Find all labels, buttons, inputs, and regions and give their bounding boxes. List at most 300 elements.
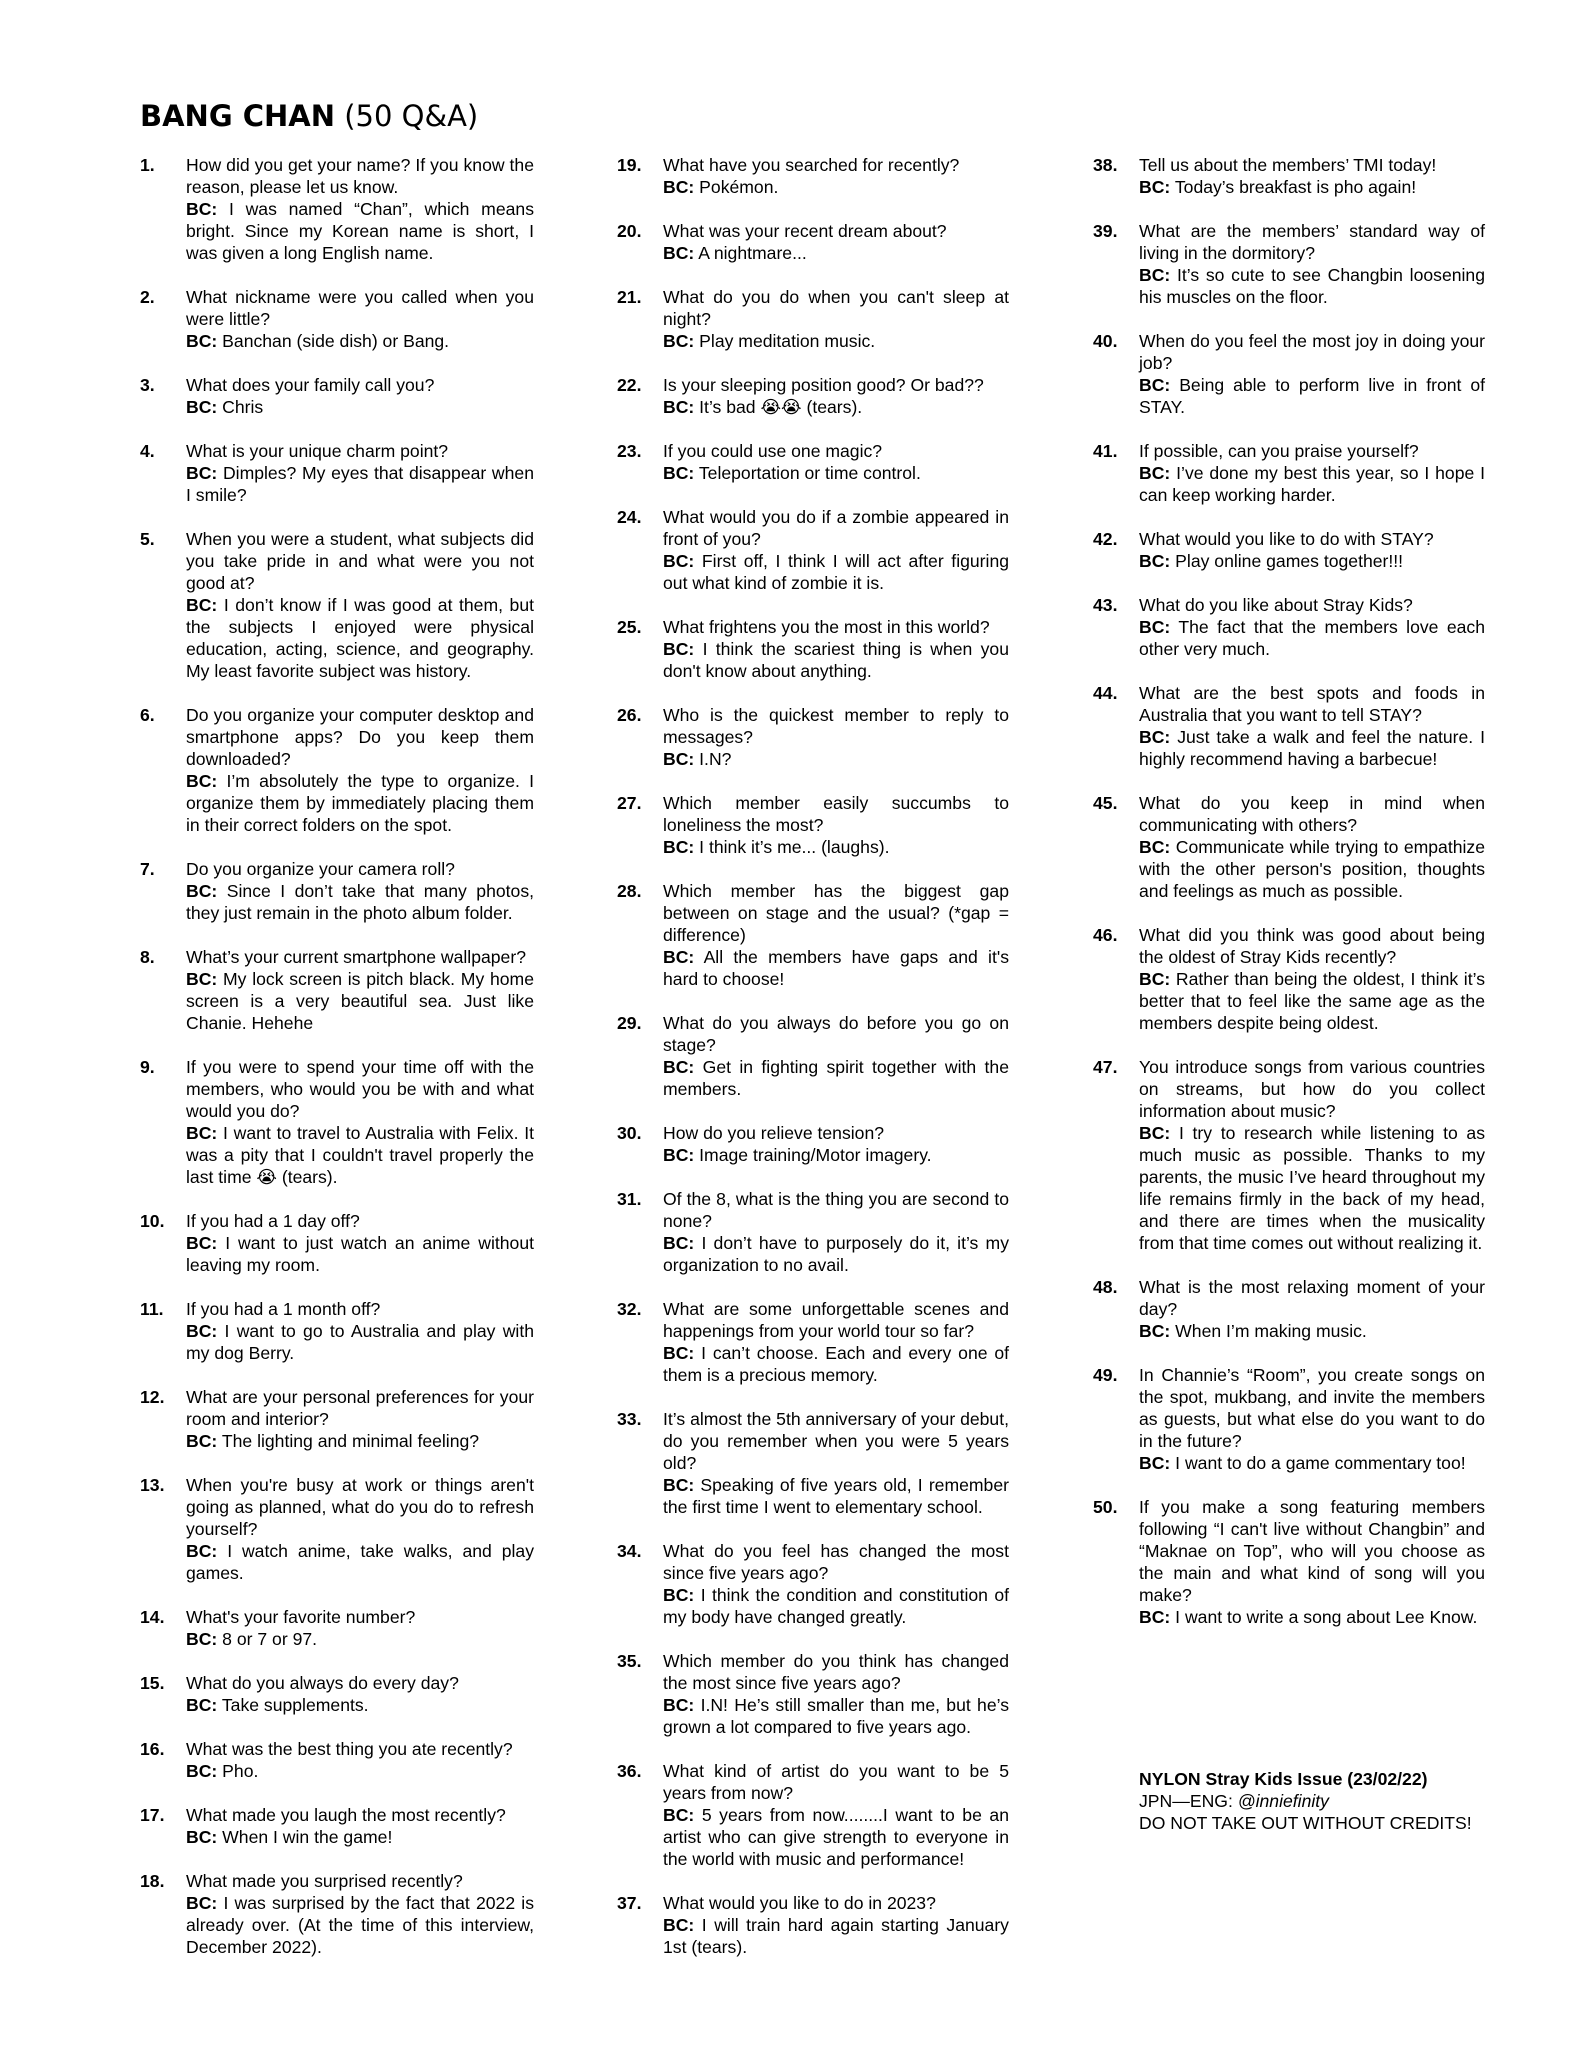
qa-item	[140, 1210, 534, 1276]
question-text: What does your family call you?	[186, 375, 435, 395]
answer-label: BC:	[663, 463, 695, 483]
question-text: When do you feel the most joy in doing your job?	[1139, 331, 1485, 373]
answer	[663, 242, 1009, 264]
qa-item	[140, 528, 534, 682]
question-text: What are the members’ standard way of living in the dormitory?	[1139, 221, 1485, 263]
qa-column-2	[617, 154, 1009, 1980]
answer	[663, 1804, 1009, 1870]
question-text: Do you organize your camera roll?	[186, 859, 455, 879]
question-text: In Channie’s “Room”, you create songs on the spot, mukbang, and invite the members as guests, but what else do you want to do in the future?	[1139, 1365, 1485, 1451]
answer-text: Get in fighting spirit together with the members.	[663, 1057, 1009, 1099]
question-text: What have you searched for recently?	[663, 155, 960, 175]
answer	[663, 1694, 1009, 1738]
answer-label: BC:	[663, 1475, 695, 1495]
question-number: 50.	[1093, 1497, 1118, 1517]
question-text: What would you like to do with STAY?	[1139, 529, 1434, 549]
answer-label: BC:	[663, 749, 695, 769]
answer	[663, 748, 1009, 770]
answer-label: BC:	[663, 947, 695, 967]
answer-label: BC:	[186, 595, 218, 615]
qa-item	[140, 1386, 534, 1452]
answer-label: BC:	[663, 397, 695, 417]
qa-item	[140, 1672, 534, 1716]
question-number: 29.	[617, 1013, 642, 1033]
answer-label: BC:	[186, 199, 218, 219]
answer-label: BC:	[186, 463, 218, 483]
question-number: 10.	[140, 1211, 165, 1231]
question-text: Of the 8, what is the thing you are second to none?	[663, 1189, 1009, 1231]
answer-text: Communicate while trying to empathize with the other person's position, thoughts and feelings as much as possible.	[1139, 837, 1485, 901]
question-text: What do you do when you can't sleep at night?	[663, 287, 1009, 329]
question-text: What do you always do every day?	[186, 1673, 459, 1693]
answer-text: I was surprised by the fact that 2022 is already over. (At the time of this interview, December 2022).	[186, 1893, 535, 1957]
question-number: 16.	[140, 1739, 165, 1759]
answer-text: Being able to perform live in front of STAY.	[1139, 375, 1485, 417]
answer-label: BC:	[1139, 551, 1171, 571]
question-number: 34.	[617, 1541, 642, 1561]
answer-label: BC:	[1139, 969, 1171, 989]
answer	[186, 330, 534, 352]
question-number: 40.	[1093, 331, 1118, 351]
question-number: 6.	[140, 705, 155, 725]
question-text: What is your unique charm point?	[186, 441, 449, 461]
answer-text: I think it’s me... (laughs).	[699, 837, 890, 857]
qa-item	[140, 1804, 534, 1848]
answer-text: The fact that the members love each other very much.	[1139, 617, 1485, 659]
question-text: What do you like about Stray Kids?	[1139, 595, 1413, 615]
answer-text: I watch anime, take walks, and play games.	[186, 1541, 535, 1583]
question-number: 14.	[140, 1607, 165, 1627]
answer-text: I want to go to Australia and play with my dog Berry.	[186, 1321, 535, 1363]
question-number: 31.	[617, 1189, 642, 1209]
question-number: 44.	[1093, 683, 1118, 703]
question-text: What do you always do before you go on stage?	[663, 1013, 1009, 1055]
question-text: What do you feel has changed the most since five years ago?	[663, 1541, 1009, 1583]
question-number: 7.	[140, 859, 155, 879]
question-number: 28.	[617, 881, 642, 901]
question-number: 5.	[140, 529, 155, 549]
question-number: 39.	[1093, 221, 1118, 241]
answer	[1139, 968, 1485, 1034]
question-number: 13.	[140, 1475, 165, 1495]
answer	[663, 1584, 1009, 1628]
answer-text: Play online games together!!!	[1175, 551, 1404, 571]
qa-item	[617, 1540, 1009, 1628]
question-text: Who is the quickest member to reply to messages?	[663, 705, 1009, 747]
question-number: 21.	[617, 287, 642, 307]
answer-text: I think the condition and constitution of my body have changed greatly.	[663, 1585, 1010, 1627]
qa-item	[140, 1870, 534, 1958]
answer	[186, 1320, 534, 1364]
question-number: 38.	[1093, 155, 1118, 175]
question-number: 43.	[1093, 595, 1118, 615]
answer-text: First off, I think I will act after figuring out what kind of zombie it is.	[663, 551, 1010, 593]
answer-label: BC:	[1139, 177, 1171, 197]
answer-label: BC:	[186, 397, 218, 417]
question-text: It’s almost the 5th anniversary of your debut, do you remember when you were 5 years old?	[663, 1409, 1009, 1473]
answer-text: Take supplements.	[221, 1695, 369, 1715]
question-number: 18.	[140, 1871, 165, 1891]
qa-item	[1093, 594, 1485, 660]
answer-text: I don’t know if I was good at them, but the subjects I enjoyed were physical education, acting, science, and geography. My least favorite subject was history.	[186, 595, 534, 681]
answer	[663, 1056, 1009, 1100]
qa-item	[140, 858, 534, 924]
answer-label: BC:	[186, 1893, 218, 1913]
answer-label: BC:	[186, 331, 218, 351]
answer	[1139, 176, 1485, 198]
answer-text: I will train hard again starting January 1st (tears).	[663, 1915, 1009, 1957]
answer-text: I want to do a game commentary too!	[1175, 1453, 1466, 1473]
answer-text: It’s bad 😭😭 (tears).	[699, 397, 863, 417]
answer	[1139, 726, 1485, 770]
qa-item	[140, 374, 534, 418]
answer-text: I want to just watch an anime without leaving my room.	[186, 1233, 535, 1275]
question-text: You introduce songs from various countries on streams, but how do you collect information about music?	[1139, 1057, 1485, 1121]
question-text: If possible, can you praise yourself?	[1139, 441, 1419, 461]
qa-item	[617, 1408, 1009, 1518]
answer-label: BC:	[186, 1431, 218, 1451]
qa-item	[140, 1606, 534, 1650]
question-text: Which member has the biggest gap between on stage and the usual? (*gap = difference)	[663, 881, 1009, 945]
question-number: 41.	[1093, 441, 1118, 461]
answer-text: It’s so cute to see Changbin loosening his muscles on the floor.	[1139, 265, 1485, 307]
answer-text: The lighting and minimal feeling?	[221, 1431, 480, 1451]
question-text: What’s your current smartphone wallpaper?	[186, 947, 526, 967]
answer-text: I can’t choose. Each and every one of them is a precious memory.	[663, 1343, 1009, 1385]
answer	[186, 1694, 534, 1716]
answer-text: I was named “Chan”, which means bright. Since my Korean name is short, I was given a long English name.	[186, 199, 534, 263]
answer	[186, 594, 534, 682]
qa-column-3	[1093, 154, 1485, 1650]
answer-text: When I’m making music.	[1175, 1321, 1367, 1341]
answer-label: BC:	[186, 881, 218, 901]
answer-label: BC:	[1139, 265, 1171, 285]
qa-item	[140, 1738, 534, 1782]
question-text: Is your sleeping position good? Or bad??	[663, 375, 984, 395]
answer-label: BC:	[663, 1145, 695, 1165]
answer-text: Play meditation music.	[699, 331, 876, 351]
qa-item	[1093, 682, 1485, 770]
question-number: 11.	[140, 1299, 164, 1319]
qa-item	[1093, 924, 1485, 1034]
question-number: 15.	[140, 1673, 165, 1693]
question-text: What are the best spots and foods in Australia that you want to tell STAY?	[1139, 683, 1485, 725]
qa-item	[617, 1012, 1009, 1100]
answer	[1139, 550, 1485, 572]
answer-text: Pho.	[222, 1761, 259, 1781]
answer-label: BC:	[186, 1321, 218, 1341]
question-text: What are some unforgettable scenes and happenings from your world tour so far?	[663, 1299, 1009, 1341]
answer-label: BC:	[186, 969, 218, 989]
answer-label: BC:	[1139, 837, 1171, 857]
qa-item	[617, 220, 1009, 264]
answer	[663, 462, 1009, 484]
question-number: 48.	[1093, 1277, 1118, 1297]
answer-text: Image training/Motor imagery.	[699, 1145, 932, 1165]
question-number: 49.	[1093, 1365, 1118, 1385]
answer	[1139, 462, 1485, 506]
question-number: 26.	[617, 705, 642, 725]
answer-text: When I win the game!	[222, 1827, 393, 1847]
answer	[1139, 374, 1485, 418]
question-text: Do you organize your computer desktop and smartphone apps? Do you keep them downloaded?	[186, 705, 534, 769]
answer-text: Since I don’t take that many photos, they just remain in the photo album folder.	[186, 881, 535, 923]
answer	[186, 1430, 534, 1452]
question-text: How do you relieve tension?	[663, 1123, 885, 1143]
question-number: 27.	[617, 793, 642, 813]
question-text: What are your personal preferences for your room and interior?	[186, 1387, 534, 1429]
credits-translator-prefix: JPN—ENG:	[1139, 1791, 1238, 1811]
credits	[1139, 1768, 1472, 1834]
question-text: When you were a student, what subjects did you take pride in and what were you not good at?	[186, 529, 534, 593]
answer	[1139, 836, 1485, 902]
answer	[186, 1892, 534, 1958]
answer-text: Just take a walk and feel the nature. I highly recommend having a barbecue!	[1139, 727, 1486, 769]
question-text: What would you do if a zombie appeared in front of you?	[663, 507, 1009, 549]
qa-item	[617, 286, 1009, 352]
question-number: 3.	[140, 375, 155, 395]
answer	[1139, 264, 1485, 308]
answer-text: Teleportation or time control.	[698, 463, 921, 483]
question-text: What was the best thing you ate recently?	[186, 1739, 513, 1759]
question-number: 23.	[617, 441, 642, 461]
answer	[186, 968, 534, 1034]
answer-text: 8 or 7 or 97.	[222, 1629, 318, 1649]
answer	[186, 1628, 534, 1650]
answer-label: BC:	[663, 1233, 695, 1253]
answer-label: BC:	[663, 1915, 695, 1935]
question-text: Which member do you think has changed the most since five years ago?	[663, 1651, 1009, 1693]
answer	[1139, 616, 1485, 660]
question-text: What would you like to do in 2023?	[663, 1893, 936, 1913]
answer	[663, 1232, 1009, 1276]
answer-text: I’ve done my best this year, so I hope I can keep working harder.	[1139, 463, 1485, 505]
qa-item	[1093, 1496, 1485, 1628]
answer-text: Chris	[222, 397, 264, 417]
question-text: When you're busy at work or things aren't going as planned, what do you do to refresh yourself?	[186, 1475, 534, 1539]
title-suffix: (50 Q&A)	[335, 99, 479, 133]
credits-source: NYLON Stray Kids Issue (23/02/22)	[1139, 1769, 1428, 1789]
credits-translator	[1139, 1790, 1472, 1812]
answer-text: Banchan (side dish) or Bang.	[222, 331, 450, 351]
answer-label: BC:	[186, 1541, 218, 1561]
credits-notice: DO NOT TAKE OUT WITHOUT CREDITS!	[1139, 1813, 1472, 1833]
qa-item	[617, 1892, 1009, 1958]
answer	[186, 880, 534, 924]
question-number: 32.	[617, 1299, 642, 1319]
question-text: What do you keep in mind when communicating with others?	[1139, 793, 1485, 835]
answer	[186, 1760, 534, 1782]
question-text: If you could use one magic?	[663, 441, 883, 461]
answer-label: BC:	[663, 1343, 695, 1363]
answer	[663, 1342, 1009, 1386]
answer	[186, 770, 534, 836]
qa-item	[617, 1122, 1009, 1166]
answer-text: I don’t have to purposely do it, it’s my organization to no avail.	[663, 1233, 1009, 1275]
qa-item	[1093, 792, 1485, 902]
qa-item	[1093, 1276, 1485, 1342]
question-text: If you had a 1 day off?	[186, 1211, 360, 1231]
page-title	[140, 98, 478, 134]
qa-column-1	[140, 154, 534, 1980]
answer	[1139, 1122, 1485, 1254]
question-number: 12.	[140, 1387, 165, 1407]
qa-item	[1093, 528, 1485, 572]
answer-label: BC:	[186, 1827, 218, 1847]
answer-label: BC:	[186, 771, 218, 791]
qa-item	[1093, 1364, 1485, 1474]
answer-label: BC:	[663, 1805, 695, 1825]
question-text: What kind of artist do you want to be 5 years from now?	[663, 1761, 1009, 1803]
qa-item	[617, 1760, 1009, 1870]
question-text: What frightens you the most in this world?	[663, 617, 990, 637]
answer-label: BC:	[1139, 727, 1171, 747]
qa-item	[617, 616, 1009, 682]
answer-text: Dimples? My eyes that disappear when I smile?	[186, 463, 534, 505]
qa-item	[1093, 440, 1485, 506]
question-text: What is the most relaxing moment of your day?	[1139, 1277, 1485, 1319]
question-text: If you were to spend your time off with the members, who would you be with and what would you do?	[186, 1057, 534, 1121]
question-number: 1.	[140, 155, 155, 175]
answer-label: BC:	[186, 1629, 218, 1649]
answer-label: BC:	[1139, 463, 1171, 483]
qa-item	[140, 1056, 534, 1188]
answer-label: BC:	[1139, 1453, 1171, 1473]
answer	[663, 550, 1009, 594]
qa-item	[1093, 1056, 1485, 1254]
question-number: 47.	[1093, 1057, 1118, 1077]
question-text: What was your recent dream about?	[663, 221, 947, 241]
answer-text: Pokémon.	[699, 177, 779, 197]
question-text: If you make a song featuring members following “I can't live without Changbin” and “Maknae on Top”, who will you choose as the main and what kind of song will you make?	[1139, 1497, 1485, 1605]
qa-item	[617, 1298, 1009, 1386]
qa-item	[140, 704, 534, 836]
question-number: 36.	[617, 1761, 642, 1781]
answer-text: My lock screen is pitch black. My home screen is a very beautiful sea. Just like Chanie. Hehehe	[186, 969, 534, 1033]
answer-label: BC:	[1139, 617, 1171, 637]
answer	[186, 1826, 534, 1848]
answer-label: BC:	[1139, 375, 1171, 395]
answer	[663, 396, 1009, 418]
question-text: Tell us about the members’ TMI today!	[1139, 155, 1437, 175]
answer-label: BC:	[186, 1695, 218, 1715]
qa-item	[617, 704, 1009, 770]
qa-item	[140, 1474, 534, 1584]
answer	[663, 946, 1009, 990]
answer-label: BC:	[186, 1233, 218, 1253]
qa-item	[140, 946, 534, 1034]
answer-text: I want to write a song about Lee Know.	[1175, 1607, 1478, 1627]
answer-label: BC:	[663, 177, 695, 197]
answer-label: BC:	[1139, 1607, 1171, 1627]
question-number: 24.	[617, 507, 642, 527]
question-number: 2.	[140, 287, 155, 307]
question-number: 9.	[140, 1057, 155, 1077]
answer	[1139, 1606, 1485, 1628]
qa-item	[140, 286, 534, 352]
answer-label: BC:	[186, 1761, 218, 1781]
qa-item	[1093, 154, 1485, 198]
answer	[663, 176, 1009, 198]
question-text: What made you laugh the most recently?	[186, 1805, 506, 1825]
answer-text: All the members have gaps and it's hard to choose!	[663, 947, 1009, 989]
qa-item	[140, 440, 534, 506]
answer-label: BC:	[663, 331, 695, 351]
qa-item	[140, 1298, 534, 1364]
answer-text: I.N?	[699, 749, 732, 769]
question-number: 19.	[617, 155, 642, 175]
answer-text: I want to travel to Australia with Felix. It was a pity that I couldn't travel properly the last time 😭 (tears).	[186, 1123, 534, 1187]
question-text: What did you think was good about being the oldest of Stray Kids recently?	[1139, 925, 1485, 967]
answer-label: BC:	[663, 243, 695, 263]
answer-label: BC:	[663, 1057, 695, 1077]
question-number: 30.	[617, 1123, 642, 1143]
qa-item	[617, 440, 1009, 484]
question-text: What made you surprised recently?	[186, 1871, 463, 1891]
qa-item	[617, 154, 1009, 198]
qa-item	[617, 1650, 1009, 1738]
answer	[663, 836, 1009, 858]
answer	[186, 462, 534, 506]
question-number: 46.	[1093, 925, 1118, 945]
qa-item	[617, 1188, 1009, 1276]
answer-label: BC:	[663, 639, 695, 659]
question-number: 8.	[140, 947, 155, 967]
answer-label: BC:	[186, 1123, 218, 1143]
answer-text: Rather than being the oldest, I think it’s better that to feel like the same age as the members despite being oldest.	[1139, 969, 1485, 1033]
answer	[186, 1232, 534, 1276]
answer	[663, 1914, 1009, 1958]
question-number: 45.	[1093, 793, 1118, 813]
question-text: What's your favorite number?	[186, 1607, 416, 1627]
question-number: 42.	[1093, 529, 1118, 549]
answer-text: I’m absolutely the type to organize. I organize them by immediately placing them in their correct folders on the spot.	[186, 771, 535, 835]
question-text: Which member easily succumbs to loneliness the most?	[663, 793, 1009, 835]
question-number: 20.	[617, 221, 642, 241]
answer-text: A nightmare...	[698, 243, 807, 263]
answer	[663, 1144, 1009, 1166]
answer	[1139, 1452, 1485, 1474]
question-text: How did you get your name? If you know the reason, please let us know.	[186, 155, 534, 197]
question-number: 33.	[617, 1409, 642, 1429]
answer-text: 5 years from now........I want to be an artist who can give strength to everyone in the world with music and performance!	[663, 1805, 1010, 1869]
answer	[663, 330, 1009, 352]
qa-item	[617, 506, 1009, 594]
question-text: If you had a 1 month off?	[186, 1299, 381, 1319]
question-number: 35.	[617, 1651, 642, 1671]
question-number: 37.	[617, 1893, 642, 1913]
answer	[186, 396, 534, 418]
credits-translator-handle: @inniefinity	[1237, 1791, 1329, 1811]
question-number: 25.	[617, 617, 642, 637]
answer-label: BC:	[1139, 1321, 1171, 1341]
answer	[663, 1474, 1009, 1518]
question-number: 17.	[140, 1805, 165, 1825]
question-number: 4.	[140, 441, 155, 461]
answer	[186, 198, 534, 264]
answer	[186, 1122, 534, 1188]
answer-text: I think the scariest thing is when you don't know about anything.	[663, 639, 1009, 681]
answer-label: BC:	[1139, 1123, 1171, 1143]
qa-item	[617, 880, 1009, 990]
answer-text: I try to research while listening to as much music as possible. Thanks to my parents, the music I’ve heard throughout my life remains firmly in the back of my head, and there are times when the musicality from that time comes out without realizing it.	[1139, 1123, 1486, 1253]
answer	[186, 1540, 534, 1584]
qa-item	[617, 792, 1009, 858]
question-number: 22.	[617, 375, 642, 395]
answer	[1139, 1320, 1485, 1342]
question-text: What nickname were you called when you were little?	[186, 287, 534, 329]
qa-item	[1093, 330, 1485, 418]
